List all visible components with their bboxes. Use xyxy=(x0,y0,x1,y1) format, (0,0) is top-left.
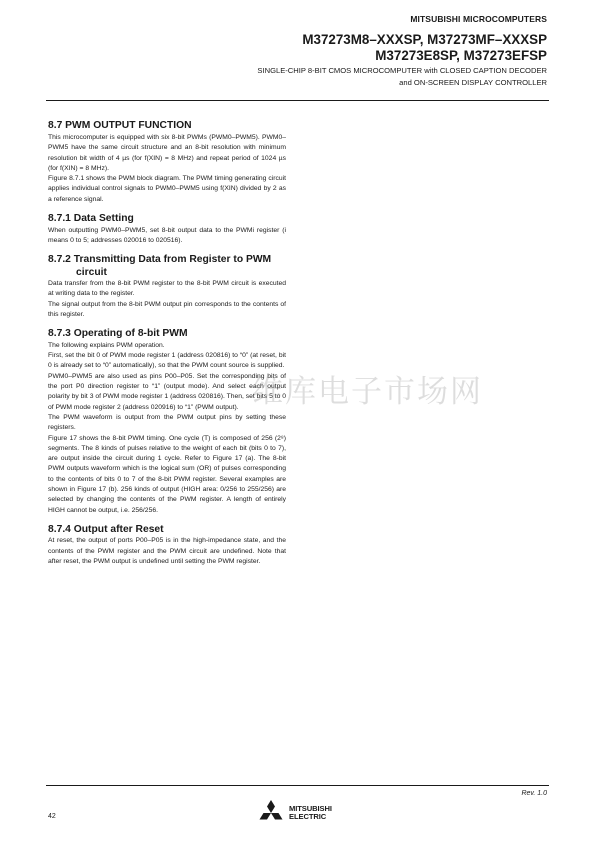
subsection-paragraph: The following explains PWM operation. xyxy=(48,341,165,349)
section-title: 8.7 PWM OUTPUT FUNCTION xyxy=(48,120,192,131)
footer-divider xyxy=(46,785,549,786)
part-number-line-1: M37273M8–XXXSP, M37273MF–XXXSP xyxy=(302,32,547,47)
subsection-title-continuation: circuit xyxy=(76,266,107,278)
subsection-paragraph: At reset, the output of ports P00–P05 is in the high-impedance state, and the contents of the PWM register and the PWM circuit are undefined. Note that after reset, the PWM output is undefined until setting the PWM register. xyxy=(48,537,286,565)
logo-wordmark xyxy=(289,805,332,821)
watermark-text: 维库电子市场网 xyxy=(252,374,483,410)
subsection-paragraph: The signal output from the 8-bit PWM output pin corresponds to the contents of this register. xyxy=(48,300,286,319)
main-column xyxy=(48,119,286,567)
header-divider xyxy=(46,100,549,101)
subsection-title-operating-pwm: 8.7.3 Operating of 8-bit PWM xyxy=(48,328,188,340)
section-paragraph: Figure 8.7.1 shows the PWM block diagram. The PWM timing generating circuit applies individual control signals to PWM0–PWM5 using f(XIN) divided by 2 as a reference signal. xyxy=(48,175,286,203)
logo-line-1: MITSUBISHI xyxy=(289,804,332,813)
three-diamonds-icon xyxy=(256,800,286,826)
subsection-paragraph: When outputting PWM0–PWM5, set 8-bit output data to the PWMi register (i means 0 to 5; addresses 020016 to 020516). xyxy=(48,226,286,244)
subtitle-line-1: SINGLE-CHIP 8-BIT CMOS MICROCOMPUTER with CLOSED CAPTION DECODER xyxy=(257,66,547,75)
subsection-title-transmitting-data xyxy=(48,254,286,279)
subsection-title-output-after-reset: 8.7.4 Output after Reset xyxy=(48,523,164,535)
brand-heading: MITSUBISHI MICROCOMPUTERS xyxy=(410,14,547,24)
subsection-title-data-setting: 8.7.1 Data Setting xyxy=(48,213,134,225)
section-paragraph: This microcomputer is equipped with six 8-bit PWMs (PWM0–PWM5). PWM0–PWM5 have the same circuit structure and an 8-bit resolution with minimum resolution bit width of 4 µs (for f(XIN) = 8 MHz) and repeat period of 1024 µs (for f(XIN) = 8 MHz). xyxy=(48,134,286,172)
mitsubishi-logo xyxy=(256,800,332,826)
page-number: 42 xyxy=(48,813,56,820)
subsection-paragraph: First, set the bit 0 of PWM mode register 1 (address 020816) to “0” (at reset, bit 0 is already set to “0” automatically), so that the PWM count source is supplied. xyxy=(48,352,286,370)
subsection-paragraph: The PWM waveform is output from the PWM output pins by setting these registers. xyxy=(48,413,286,432)
subsection-paragraph: Data transfer from the 8-bit PWM register to the 8-bit PWM circuit is executed at writing data to the register. xyxy=(48,280,286,298)
page-header xyxy=(257,14,547,88)
subsection-paragraph: Figure 17 shows the 8-bit PWM timing. One cycle (T) is composed of 256 (2⁸) segments. The 8 kinds of pulses relative to the weight of each bit (bits 0 to 7), are output inside the circuit during 1 cycle. Refer to Figure 17 (a). The 8-bit PWM outputs waveform which is the logical sum (OR) of pulses corresponding to the contents of bits 0 to 7 of the 8-bit PWM register. Several examples are shown in Figure 17 (b). 256 kinds of output (HIGH area: 0/256 to 255/256) are selected by changing the contents of the PWM register. A length of entirely HIGH cannot be output, i.e. 256/256. xyxy=(48,434,286,514)
revision-label: Rev. 1.0 xyxy=(521,790,547,797)
logo-line-2: ELECTRIC xyxy=(289,812,327,821)
subsection-title-text: 8.7.2 Transmitting Data from Register to PWM xyxy=(48,254,272,266)
part-number-line-2: M37273E8SP, M37273EFSP xyxy=(375,48,547,63)
subsection-paragraph: PWM0–PWM5 are also used as pins P00–P05. Set the corresponding bits of the port P0 direction register to “1” (output mode). And select each output polarity by bit 3 of PWM mode register 1 (address 020816). Then, set bits 5 to 0 of PWM mode register 2 (address 020916) to “1” (PWM output). xyxy=(48,372,286,411)
subtitle-line-2: and ON-SCREEN DISPLAY CONTROLLER xyxy=(399,78,547,87)
